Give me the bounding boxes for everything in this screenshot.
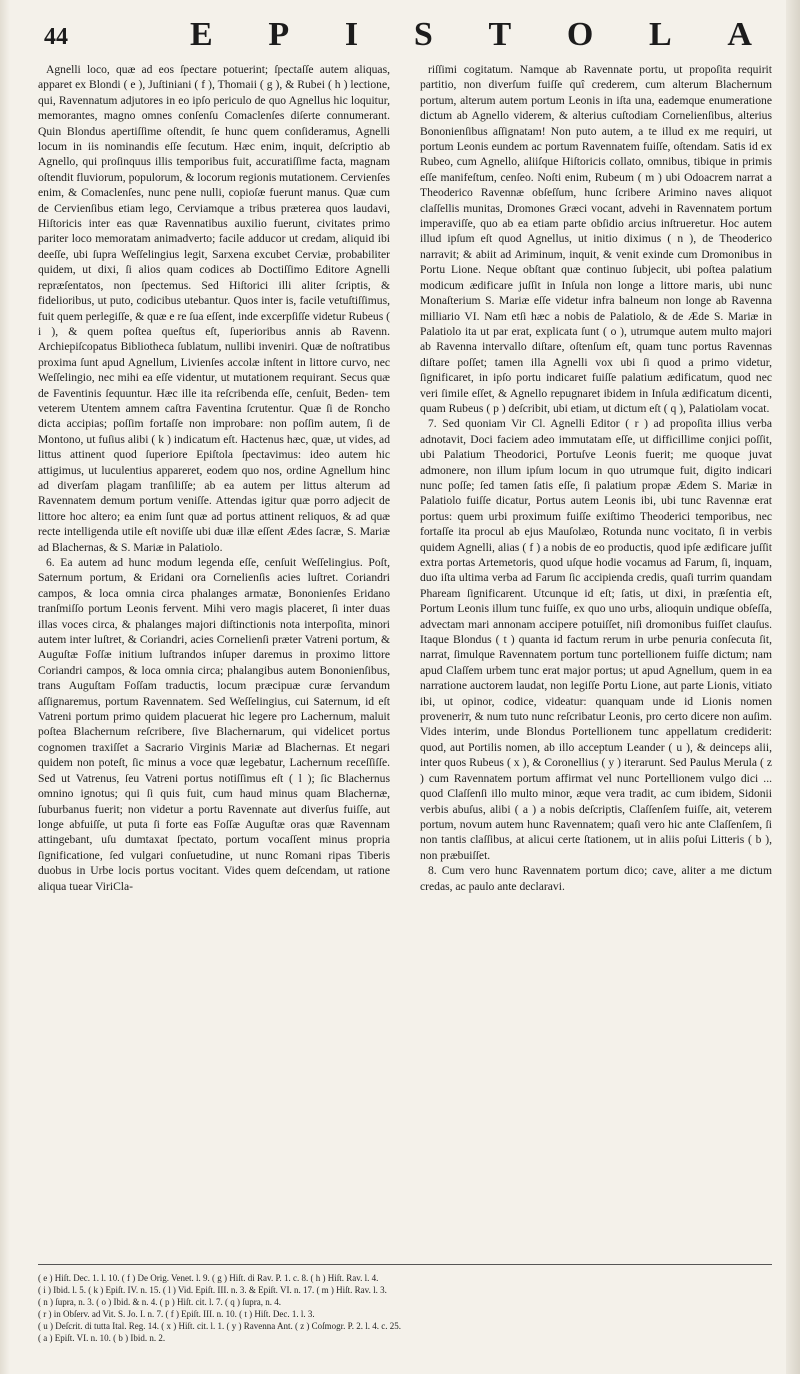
footnote-divider — [38, 1264, 772, 1265]
paragraph: riſſimi cogitatum. Namque ab Ravennate portu, ut propoſita requirit partitio, non diverſum fuiſſe quî crederem, cum alterum Blachernum portum, alterum autem portum Leonis in iſta una, eademque enumeratione dictum ab Agnello viderem, & alterius cuſtodiam Cornelienſibus, alterius Bononienſibus aſſignatam! Non puto autem, a te illud ex me requiri, ut portum Leonis eundem ac portum Ravennatem fuiſſe, oſtendam. Satis id ex Rubeo, cum Agnello, aliiſque Hiſtoricis collato, omnibus, tibique in primis eſſe manifeſtum, cenſeo. Noſti enim, Rubeum ( m ) ubi Odoacrem narrat a Theoderico Ravennæ obſeſſum, hunc ſcribere Arimino naves aliquot claſſellis munitas, Dromones Græci vocant, advehi in Ravennatem portum imperaviſſe, quo ab ea etiam parte obſidio arcius inſtrueretur. Hoc autem illud ipſum eſt quod Agnellus, ut initio diximus ( n ), de Theoderico narravit; & abiit ad Ariminum, inquit, & venit exinde cum Dromonibus in Portu Lione. Neque obſtant quæ continuo ſubjecit, ubi poſtea palatium modicum ædificare juſſit in Inſula non longe a littore maris, ubi nunc Monaſterium S. Mariæ eſſe videtur infra balneum non longe ab Ravenna milliario VI. Nam etſi hæc a nobis de Palatiolo, & de Æde S. Mariæ in Palatiolo ita ut par erat, explicata ſunt ( o ), utrumque autem multo majori ab Ravenna intervallo diſtare, oſtenſum eſt, quam tunc portus Ravennas diſtare poſſet; tamen illa Agnelli vox ubi ſi quod a primo videtur, ſignificaret, in ipſo portu indicaret fuiſſe palatium ædificatum, quod nec veri ſimile eſſet, & Agnello repugnaret ibidem in Inſula ædificatum dicenti, quam Rubeus ( p ) deſcribit, ubi etiam, ut dictum eſt ( q ), Palatiolam vocat. — [420, 63, 772, 415]
footnote-line: ( e ) Hiſt. Dec. 1. l. 10. ( f ) De Orig. Venet. l. 9. ( g ) Hiſt. di Rav. P. 1. c. 8. ( h ) Hiſt. Rav. l. 4. — [38, 1273, 379, 1283]
page-fold-shadow — [0, 0, 10, 1374]
page-edge — [786, 0, 800, 1374]
footnote-line: ( a ) Epiſt. VI. n. 10. ( b ) Ibid. n. 2. — [38, 1333, 166, 1343]
running-title-letter: I — [344, 16, 367, 53]
footnotes — [38, 1272, 772, 1344]
footnote-line: ( n ) ſupra, n. 3. ( o ) Ibid. & n. 4. ( p ) Hiſt. cit. l. 7. ( q ) ſupra, n. 4. — [38, 1297, 281, 1307]
running-title-letter: O — [566, 16, 602, 53]
running-title-letter: E — [190, 16, 221, 53]
footnote-line: ( r ) in Obſerv. ad Vit. S. Jo. I. n. 7. ( f ) Epiſt. III. n. 10. ( t ) Hiſt. Dec. 1. l. 3. — [38, 1309, 315, 1319]
page-header — [40, 16, 760, 62]
running-title-letter: S — [413, 16, 441, 53]
running-title-letter: L — [648, 16, 680, 53]
right-column — [420, 62, 772, 1262]
text-columns — [38, 62, 772, 1262]
paragraph: 7. Sed quoniam Vir Cl. Agnelli Editor ( r ) ad propoſita illius verba adnotavit, Doci faciem adeo immutatam eſſe, ut difficillime conjici poſſit, ubi Palatium Theodorici, Portuſve Leonis fuerit; me quoque juvat admonere, non illum ipſum locum in quo utrumque fuit, digito indicari nunc poſſe; ſed tamen ſatis eſſe, ſi palatium propæ Ædem S. Mariæ in Palatiolo fuiſſe dicatur, Portus autem Leonis ibi, ubi tunc Ravennæ erat portus: quem urbi proximum fuiſſe exiſtimo Theoderici temporibus, nec fortaſſe ita procul ab ejus Mauſolæo, Rotunda nunc vocitato, ſi in verbis quidem Agnelli, alias ( f ) a nobis de eo productis, quod ipſe ædificare juſſit extra portas Artemetoris, quod uſque hodie vocamus ad Farum, ſi, inquam, duo iſta ultima verba ad Farum ſic accipienda credis, quaſi turrim quandam Phaream ſignificarent. Utcunque id eſt; ſatis, ut dixi, in præſentia eſt, Portum Leonis illum tunc fuiſſe, ex quo uno urbs, alioquin undique obſeſſa, advectam mari annonam accipere potuiſſet, niſi dromonibus fuiſſet clauſus. Itaque Blondus ( t ) quanta id factum rerum in urbe penuria conſecuta ſit, narrat, ſimulque Ravennatem portum tunc portellionem fuiſſe dictum; nam apud Claſſem urbem tunc erat major portus; ut apud Agnellum, quem in ea narratione auctorem laudat, non legiſſe Portu Lione, aut parte Lionis, vitiato ibi, ut opinor, codice, videatur: quanquam unde id Lionis nomen proveneriт, & num tuto nunc reſcribatur Leonis, pro certo dicere non auſim. Vides interim, unde Blondus Portellionem tunc appellatum crediderit: quod, aut Portilis nomen, ab illo acceptum Leander ( u ), & deinceps alii, inter quos Rubeus ( x ), & Coronellius ( y ) iterarunt. Sed Paulus Merula ( z ) cum Ravennatem portum affirmat vel nunc Portellionem vulgo dici ... quod Claſſenſi illo multo minor, æque vera tradit, ac cum ibidem, Sidonii verbis abuſus, alibi ( a ) a nobis deſcriptis, Claſſenſem fuiſſe, ait, veterem portum, novum autem hunc Ravennatem; quaſi vero hic ante Claſſenſem, ſi non tantis claſſibus, at alicui certe ſtationem, ut in aliis poſui Litteris ( b ), non præbuiſſet. — [420, 417, 772, 862]
running-title — [190, 16, 760, 54]
paragraph: Agnelli loco, quæ ad eos ſpectare potuerint; ſpectaſſe autem aliquas, apparet ex Blondi ( e ), Juſtiniani ( f ), Thomaii ( g ), & Rubei ( h ) lectione, qui, Ravennatum adjutores in eo ipſo periculo de quo Agnellus hic loquitur, memorantes, magno omnes conſenſu Comaclenſes diſerte connumerant. Quin Blondus apertiſſime oſtendit, ſe hunc quem conſideramus, Agnelli locum in iis nominandis eſſe ſecutum. Hæc enim, inquit, deſcriptio ab Agnello, qui proſinquus illis temporibus fuit, accuratiſſime facta, magnam oſtendit fluviorum, populorum, & locorum regionis mutationem. Cervienſes enim, & Comaclenſes, nunc pene nulli, copioſæ fuerunt manus. Quæ cum de Cervienſibus etiam lego, Cerviamque a tribus præterea quos laudavi, Hiſtoricis inter eas quæ Ravennatibus auxilio fuerunt, civitates primo pariter loco memoratam animadverto; facile adducor ut credam, aliquid ibi deeſſe, ubi ſupra Weſſelingius legit, Sarxena excubet Cerviæ, probabiliter quidem, ut dixi, ſi alios quam codices ab Doctiſſimo Editore Agnelli repræſentatos, non ſpectemus. Sed Hiſtorici illi aliter ſcriptis, & fidelioribus, ut puto, codicibus utebantur. Quos inter is, facile vetuſtiſſimus, fuit quem perlegiſſe, & quæ e re ſua eſſent, inde excerpſiſſe videtur Rubeus ( i ), & quem poſtea queſtus eſt, ſuperioribus annis ab Ravenn. Archiepiſcopatus Bibliotheca ſublatum, nullibi inveniri. Quæ de noſtratibus proxima ſunt apud Agnellum, Livienſes accolæ inſtent in littore curvo, nec Weſſelingio, nec mihi ea eſſe videntur, ut mutationem requirant. Secus quæ de Faventinis ſequuntur. Hæc ille ita reſcribenda eſſe, cenſuit, Beden- tem veterem Utentem amnem caſtra Faventina ſcrutentur. Quæ ſi de Roncho dicta accipias; poſſim fortaſſe non improbare: non poſſim autem, ſi de Montono, ut fuſius alibi ( k ) indicatum eſt. Hactenus hæc, quæ, ut vides, ad littus attinent quod ſuperiore Epiſtola ſpectavimus: ideo autem hic attigimus, ut luculentius appareret, eodem quo nos, ordine Agnellum hinc ad diverſam plagam tranſiliſſe; ab ea autem per littus alterum ad Ravennatem demum portum veniſſe. Attendas igitur quæ porro adjecit de littore hoc altero; ea enim ſunt quæ ad portus attinent reliquos, & ad quæ recte intelligenda utile eſt noviſſe ubi duæ illæ eſſent Ædes ſacræ, S. Mariæ ad Blachernas, & S. Mariæ in Palatiolo. — [38, 63, 390, 554]
paragraph: 6. Ea autem ad hunc modum legenda eſſe, cenſuit Weſſelingius. Poſt, Saternum portum, & Eridani ora Cornelienſis acies luſtret. Coriandri campos, & loca omnia circa phalanges armatæ, Bononienſes Eridano tranſmiſſo portum Leonis fervent. Mihi vero magis placeret, ſi inter duas illas voces circa, & phalanges majori diſtinctionis nota interpoſita, minori autem inter luſtret, & Coriandri, acies Cornelienſi præter Vatreni portum, & Auguſtæ Foſſæ initium luſtrandos inſuper daremus in proximo littore Coriandri campos, & loca omnia circa; phalangibus autem Bononienſibus, trans Auguſtam Foſſam traductis, locum præcipuæ curæ ſervandum aſſignaremus, portum Ravennatem. Sed Weſſelingius, cui Saternum, id eſt Vatreni portum primo quidem placuerat hic legere pro Lachernum, maluit poſtea Blachernum reſcribere, ſive Blachernarum, qui videlicet portus cognomen traxiſſet a Sacrario Virginis Mariæ ad Blachernas. Et negari quidem non poteſt, ſic minus a voce quæ legebatur, Lachernum receſſiſſe. Sed ut Vatrenus, ſeu Vatreni portus notiſſimus eſt ( l ); ſic Blachernus omnino ignotus; qui ſi quis fuit, cum haud minus quam Blachernæ, ſuburbanus fuerit; non videtur a portu Ravennate aut diverſus fuiſſe, aut longe abfuiſſe, ut puta ſi forte eas Foſſæ Auguſtæ oras quæ Ravennam attingebant, uſu dumtaxat ſpectato, portum vocaſſent minus propria ſignificatione, ſed vulgari conſuetudine, ut nunc Romani ripas Tiberis duobus in Urbe locis portus vocitant. Vides quem deſcendam, ut ratione aliqua tuear ViriCla- — [38, 556, 390, 893]
footnote-line: ( u ) Deſcrit. di tutta Ital. Reg. 14. ( x ) Hiſt. cit. l. 1. ( y ) Ravenna Ant. ( z ) Coſmogr. P. 2. l. 4. c. 25. — [38, 1321, 401, 1331]
running-title-letter: T — [488, 16, 520, 53]
running-title-letter: A — [727, 16, 760, 53]
footnote-line: ( i ) Ibid. l. 5. ( k ) Epiſt. IV. n. 15. ( l ) Vid. Epiſt. III. n. 3. & Epiſt. VI. n. 17. ( m ) Hiſt. Rav. l. 3. — [38, 1285, 387, 1295]
paragraph: 8. Cum vero hunc Ravennatem portum dico; cave, aliter a me dictum credas, ac paulo ante declaravi. — [420, 864, 772, 893]
running-title-letter: P — [268, 16, 298, 53]
left-column — [38, 62, 390, 1262]
page-number: 44 — [44, 24, 68, 50]
